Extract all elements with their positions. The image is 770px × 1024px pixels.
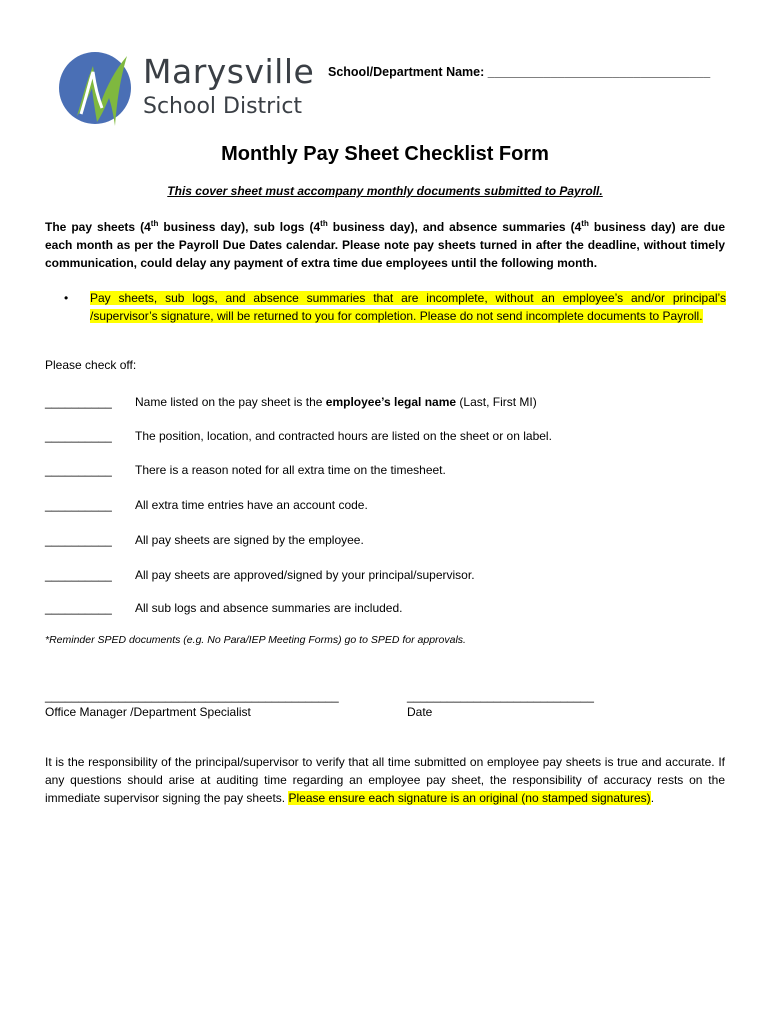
sped-reminder: *Reminder SPED documents (e.g. No Para/IEP Meeting Forms) go to SPED for approvals. xyxy=(45,634,466,646)
check-label: Name listed on the pay sheet is the employee’s legal name (Last, First MI) xyxy=(135,395,537,409)
district-logo xyxy=(57,46,315,130)
please-check-label: Please check off: xyxy=(45,358,137,372)
form-subtitle: This cover sheet must accompany monthly documents submitted to Payroll. xyxy=(167,184,603,198)
checklist-item xyxy=(45,463,735,477)
checklist-item xyxy=(45,395,735,409)
district-logo-mark xyxy=(57,46,141,130)
check-label: All pay sheets are signed by the employee. xyxy=(135,533,364,547)
check-label: All extra time entries have an account code. xyxy=(135,498,368,512)
check-blank[interactable]: __________ xyxy=(45,533,112,547)
logo-line2: School District xyxy=(143,94,303,119)
incomplete-notice-bullet xyxy=(64,289,726,325)
bullet-icon: • xyxy=(64,291,69,305)
check-blank[interactable]: __________ xyxy=(45,568,112,582)
intro-paragraph: The pay sheets (4th business day), sub logs (4th business day), and absence summaries (4th business day) are due each month as per the Payroll Due Dates calendar. Please note pay sheets turned in after the deadline, without timely communication, could delay any payment of extra time due employees until the following month. xyxy=(45,219,725,270)
office-manager-label: Office Manager /Department Specialist xyxy=(45,705,251,719)
checklist-item xyxy=(45,533,735,547)
check-label: All pay sheets are approved/signed by your principal/supervisor. xyxy=(135,568,475,582)
checklist-item xyxy=(45,498,735,512)
checklist-item xyxy=(45,568,735,582)
check-blank[interactable]: __________ xyxy=(45,463,112,477)
check-label: The position, location, and contracted hours are listed on the sheet or on label. xyxy=(135,429,552,443)
check-label: There is a reason noted for all extra time on the timesheet. xyxy=(135,463,446,477)
logo-line1: Marysville xyxy=(143,52,315,91)
department-name-field[interactable]: School/Department Name: ________________________________ xyxy=(328,65,711,79)
checklist-item xyxy=(45,601,735,615)
check-blank[interactable]: __________ xyxy=(45,498,112,512)
check-blank[interactable]: __________ xyxy=(45,429,112,443)
checklist-item xyxy=(45,429,735,443)
check-blank[interactable]: __________ xyxy=(45,395,112,409)
check-label: All sub logs and absence summaries are included. xyxy=(135,601,403,615)
date-label: Date xyxy=(407,705,433,719)
form-title: Monthly Pay Sheet Checklist Form xyxy=(221,143,549,165)
closing-paragraph: It is the responsibility of the principal/supervisor to verify that all time submitted on employee pay sheets is true and accurate. If any questions should arise at auditing time regarding an employee pay sheet, the responsibility of accuracy rests on the immediate supervisor signing the pay sheets. Please ensure each signature is an original (no stamped signatures). xyxy=(45,755,725,805)
office-manager-signature-line[interactable]: ____________________________________________ xyxy=(45,689,339,703)
bullet-text: Pay sheets, sub logs, and absence summaries that are incomplete, without an employee’s and/or principal’s /supervisor’s signature, will be returned to you for completion. Please do not send incomplete documents to Payroll. xyxy=(90,291,726,323)
check-blank[interactable]: __________ xyxy=(45,601,112,615)
date-signature-line[interactable]: ____________________________ xyxy=(407,689,594,703)
